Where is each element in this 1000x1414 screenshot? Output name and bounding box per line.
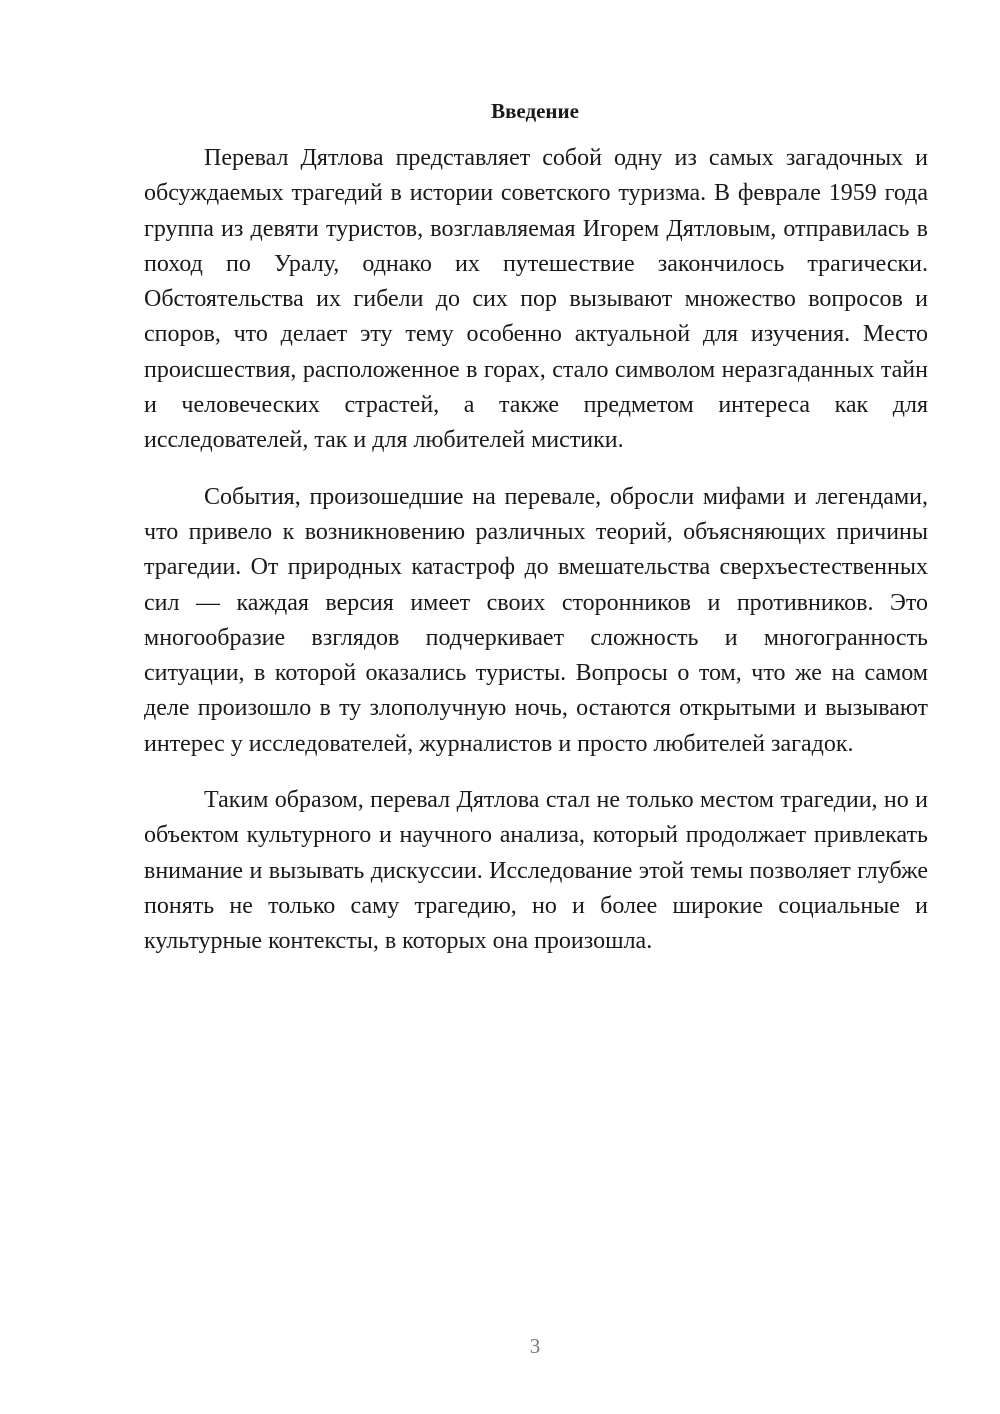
body-text bbox=[144, 141, 928, 960]
section-heading: Введение bbox=[491, 99, 579, 123]
paragraph-1: Перевал Дятлова представляет собой одну из самых загадочных и обсуждаемых трагедий в истории советского туризма. В феврале 1959 года группа из девяти туристов, возглавляемая Игорем Дятловым, отправилась в поход по Уралу, однако их путешествие закончилось трагически. Обстоятельства их гибели до сих пор вызывают множество вопросов и споров, что делает эту тему особенно актуальной для изучения. Место происшествия, расположенное в горах, стало символом неразгаданных тайн и человеческих страстей, а также предметом интереса как для исследователей, так и для любителей мистики. bbox=[144, 145, 928, 454]
paragraph-2: События, произошедшие на перевале, обросли мифами и легендами, что привело к возникновению различных теорий, объясняющих причины трагедии. От природных катастроф до вмешательства сверхъестественных сил — каждая версия имеет своих сторонников и противников. Это многообразие взглядов подчеркивает сложность и многогранность ситуации, в которой оказались туристы. Вопросы о том, что же на самом деле произошло в ту злополучную ночь, остаются открытыми и вызывают интерес у исследователей, журналистов и просто любителей загадок. bbox=[144, 483, 928, 757]
paragraph-3: Таким образом, перевал Дятлова стал не только местом трагедии, но и объектом культурного и научного анализа, который продолжает привлекать внимание и вызывать дискуссии. Исследование этой темы позволяет глубже понять не только саму трагедию, но и более широкие социальные и культурные контексты, в которых она произошла. bbox=[144, 787, 928, 955]
page-number: 3 bbox=[529, 1334, 541, 1358]
